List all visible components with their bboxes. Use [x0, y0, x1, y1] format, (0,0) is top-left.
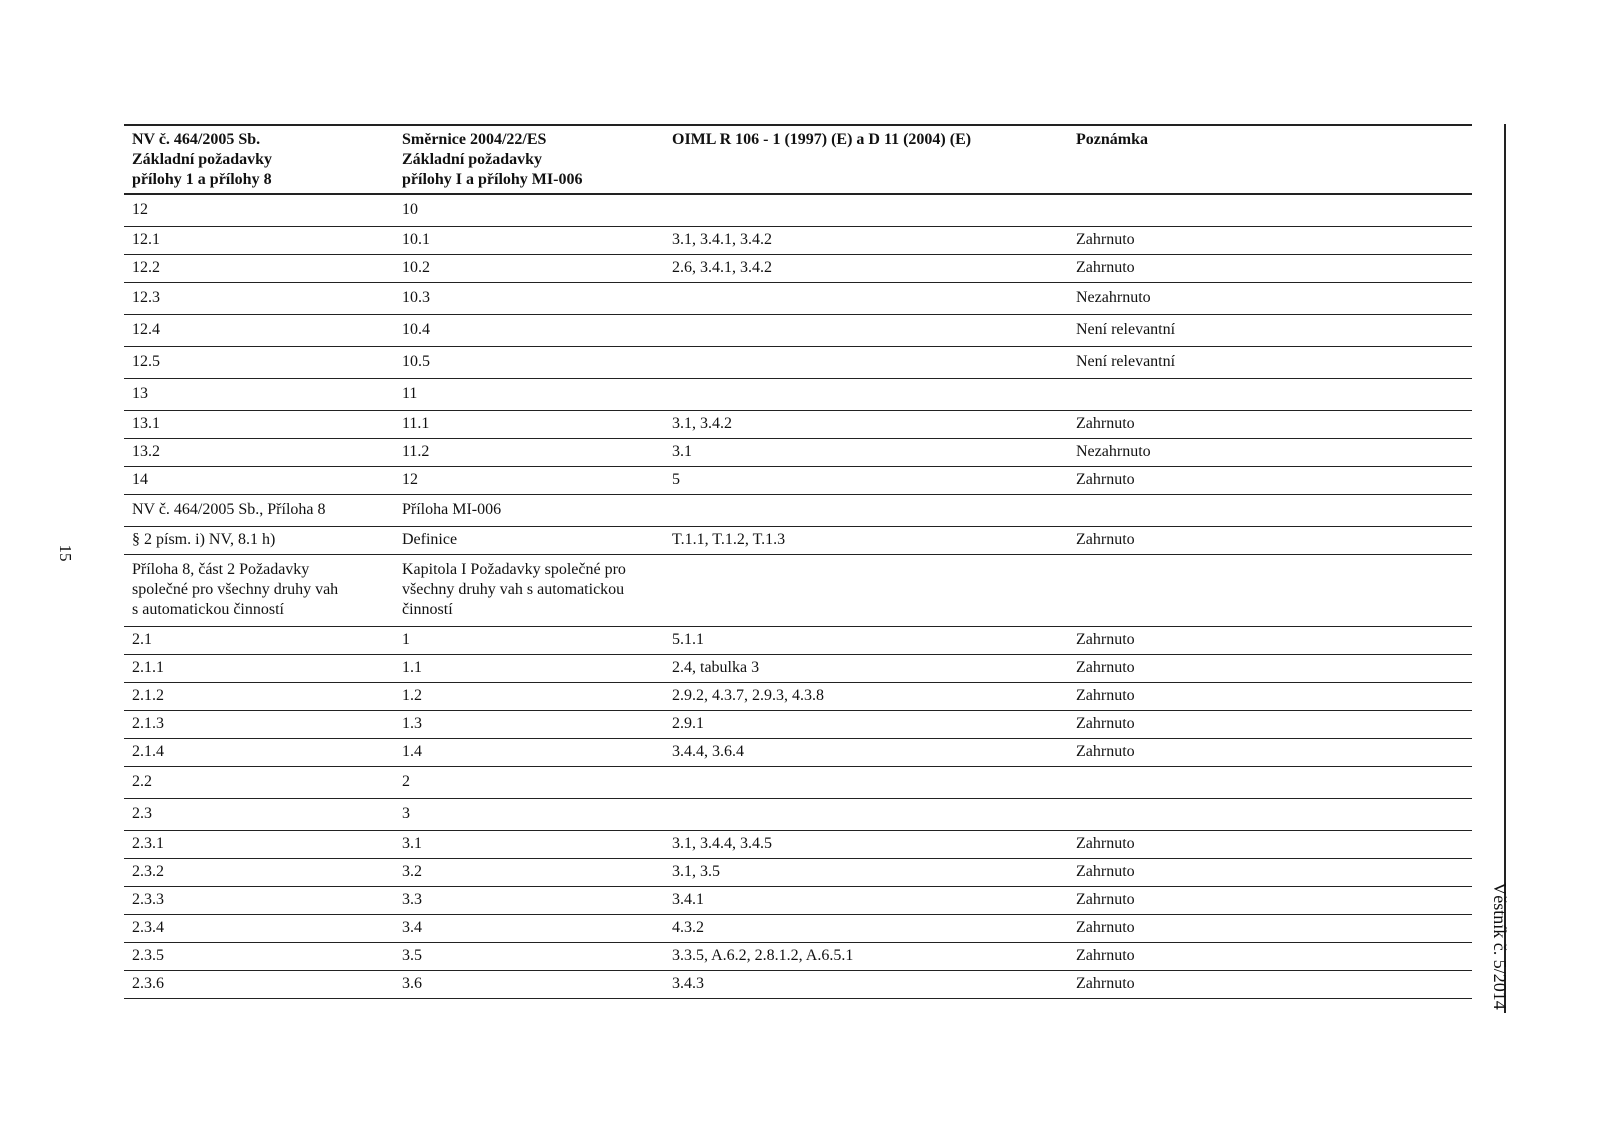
cell-nv: § 2 písm. i) NV, 8.1 h) — [132, 531, 276, 548]
cell-oiml: 2.9.1 — [672, 715, 704, 732]
cell-directive: 1.3 — [402, 715, 422, 732]
cell-nv: NV č. 464/2005 Sb., Příloha 8 — [132, 501, 326, 518]
page-number: 15 — [56, 544, 75, 562]
cell-oiml: 4.3.2 — [672, 919, 704, 936]
cell-note — [1068, 799, 1472, 831]
cell-nv: 13 — [132, 385, 148, 402]
cell-note: Nezahrnuto — [1076, 289, 1151, 306]
cell-note: Zahrnuto — [1076, 863, 1135, 880]
cell-note: Zahrnuto — [1076, 259, 1135, 276]
table-row — [124, 347, 1472, 379]
cell-nv: 13.2 — [132, 443, 160, 460]
cell-note: Zahrnuto — [1076, 415, 1135, 432]
cell-oiml: 3.4.3 — [672, 975, 704, 992]
cell-nv: 12.1 — [132, 231, 160, 248]
cell-oiml: 2.9.2, 4.3.7, 2.9.3, 4.3.8 — [672, 687, 824, 704]
cell-directive: 3.4 — [402, 919, 422, 936]
cell-note: Zahrnuto — [1076, 471, 1135, 488]
cell-oiml: 3.3.5, A.6.2, 2.8.1.2, A.6.5.1 — [672, 947, 854, 964]
cell-oiml — [664, 347, 1068, 379]
table-row — [124, 739, 1472, 767]
cell-oiml — [664, 767, 1068, 799]
cell-nv: 2.3.5 — [132, 947, 164, 964]
cell-nv: 2.3.3 — [132, 891, 164, 908]
cell-oiml: 3.4.1 — [672, 891, 704, 908]
cell-oiml: 3.4.4, 3.6.4 — [672, 743, 744, 760]
cell-directive: 11 — [402, 385, 418, 402]
cell-directive: 10.4 — [402, 321, 430, 338]
cell-oiml: 3.1, 3.4.1, 3.4.2 — [672, 231, 772, 248]
table-row — [124, 227, 1472, 255]
header-directive: Směrnice 2004/22/ES Základní požadavky přílohy I a přílohy MI-006 — [402, 131, 583, 188]
table-row — [124, 283, 1472, 315]
cell-oiml — [664, 495, 1068, 527]
cell-directive: 3.6 — [402, 975, 422, 992]
cell-nv: 12.5 — [132, 353, 160, 370]
cell-nv: 2.3.6 — [132, 975, 164, 992]
header-nv: NV č. 464/2005 Sb. Základní požadavky přílohy 1 a přílohy 8 — [132, 131, 273, 188]
cell-nv: 2.3.1 — [132, 835, 164, 852]
table-row — [124, 194, 1472, 227]
cell-note — [1068, 379, 1472, 411]
cell-directive: 1.4 — [402, 743, 422, 760]
cell-directive: 3.2 — [402, 863, 422, 880]
cell-directive: 3.5 — [402, 947, 422, 964]
correlation-table — [124, 124, 1472, 999]
cell-note: Nezahrnuto — [1076, 443, 1151, 460]
cell-oiml — [664, 379, 1068, 411]
table-row — [124, 767, 1472, 799]
cell-directive: 1.1 — [402, 659, 422, 676]
cell-oiml: 2.4, tabulka 3 — [672, 659, 760, 676]
table-row — [124, 527, 1472, 555]
cell-note: Zahrnuto — [1076, 231, 1135, 248]
cell-oiml: 5 — [672, 471, 680, 488]
cell-nv: 2.2 — [132, 773, 152, 790]
table-row — [124, 255, 1472, 283]
table-row — [124, 971, 1472, 999]
table-row — [124, 799, 1472, 831]
table-row — [124, 831, 1472, 859]
cell-oiml: 2.6, 3.4.1, 3.4.2 — [672, 259, 772, 276]
cell-nv: 14 — [132, 471, 148, 488]
table-row — [124, 495, 1472, 527]
cell-oiml: 5.1.1 — [672, 631, 704, 648]
cell-directive: Kapitola I Požadavky společné pro všechny druhy vah s automatickou činností — [402, 561, 626, 618]
cell-note: Zahrnuto — [1076, 687, 1135, 704]
cell-directive: 11.2 — [402, 443, 430, 460]
cell-note: Zahrnuto — [1076, 631, 1135, 648]
cell-nv: Příloha 8, část 2 Požadavky společné pro všechny druhy vah s automatickou činností — [132, 561, 339, 618]
cell-nv: 2.1.2 — [132, 687, 164, 704]
table-row — [124, 379, 1472, 411]
cell-nv: 12 — [132, 201, 148, 218]
table-row — [124, 859, 1472, 887]
cell-nv: 2.1.4 — [132, 743, 164, 760]
cell-note: Zahrnuto — [1076, 715, 1135, 732]
cell-oiml: 3.1, 3.4.4, 3.4.5 — [672, 835, 772, 852]
cell-directive: 10 — [402, 201, 418, 218]
cell-note: Není relevantní — [1076, 321, 1176, 338]
cell-nv: 2.3.2 — [132, 863, 164, 880]
cell-note — [1068, 767, 1472, 799]
header-row — [124, 125, 1472, 194]
cell-nv: 12.2 — [132, 259, 160, 276]
cell-directive: 10.1 — [402, 231, 430, 248]
cell-nv: 2.3.4 — [132, 919, 164, 936]
cell-directive: 10.3 — [402, 289, 430, 306]
cell-oiml: T.1.1, T.1.2, T.1.3 — [672, 531, 786, 548]
cell-oiml: 3.1, 3.4.2 — [672, 415, 732, 432]
cell-directive: 10.5 — [402, 353, 430, 370]
cell-directive: 3.3 — [402, 891, 422, 908]
cell-directive: 12 — [402, 471, 418, 488]
cell-directive: 2 — [402, 773, 410, 790]
cell-note: Zahrnuto — [1076, 659, 1135, 676]
cell-nv: 2.1 — [132, 631, 152, 648]
cell-note — [1068, 495, 1472, 527]
cell-nv: 2.1.1 — [132, 659, 164, 676]
cell-directive: 3.1 — [402, 835, 422, 852]
table-row — [124, 439, 1472, 467]
table-row — [124, 711, 1472, 739]
table-row — [124, 655, 1472, 683]
table-header — [124, 125, 1472, 194]
cell-note: Není relevantní — [1076, 353, 1176, 370]
cell-nv: 13.1 — [132, 415, 160, 432]
cell-nv: 2.3 — [132, 805, 152, 822]
cell-note: Zahrnuto — [1076, 835, 1135, 852]
cell-directive: Příloha MI-006 — [402, 501, 502, 518]
cell-directive: 10.2 — [402, 259, 430, 276]
table-row — [124, 555, 1472, 627]
cell-note — [1068, 194, 1472, 227]
cell-directive: 11.1 — [402, 415, 430, 432]
cell-note: Zahrnuto — [1076, 919, 1135, 936]
cell-note: Zahrnuto — [1076, 975, 1135, 992]
journal-title: Věstník č. 5/2014 — [1490, 882, 1510, 1010]
cell-oiml — [664, 315, 1068, 347]
cell-oiml: 3.1, 3.5 — [672, 863, 720, 880]
table-row — [124, 943, 1472, 971]
cell-nv: 2.1.3 — [132, 715, 164, 732]
cell-note — [1068, 555, 1472, 627]
header-oiml: OIML R 106 - 1 (1997) (E) a D 11 (2004) (E) — [672, 131, 972, 148]
table-row — [124, 627, 1472, 655]
cell-directive: 3 — [402, 805, 410, 822]
cell-oiml — [664, 799, 1068, 831]
table-row — [124, 683, 1472, 711]
table-row — [124, 887, 1472, 915]
table-row — [124, 467, 1472, 495]
cell-nv: 12.3 — [132, 289, 160, 306]
cell-oiml — [664, 283, 1068, 315]
cell-oiml — [664, 555, 1068, 627]
header-note: Poznámka — [1076, 131, 1148, 148]
table-body — [124, 194, 1472, 999]
cell-oiml — [664, 194, 1068, 227]
table-row — [124, 411, 1472, 439]
table-row — [124, 315, 1472, 347]
cell-oiml: 3.1 — [672, 443, 692, 460]
cell-directive: 1.2 — [402, 687, 422, 704]
table-row — [124, 915, 1472, 943]
cell-note: Zahrnuto — [1076, 743, 1135, 760]
cell-note: Zahrnuto — [1076, 531, 1135, 548]
cell-note: Zahrnuto — [1076, 947, 1135, 964]
cell-directive: 1 — [402, 631, 410, 648]
cell-note: Zahrnuto — [1076, 891, 1135, 908]
cell-directive: Definice — [402, 531, 458, 548]
cell-nv: 12.4 — [132, 321, 160, 338]
